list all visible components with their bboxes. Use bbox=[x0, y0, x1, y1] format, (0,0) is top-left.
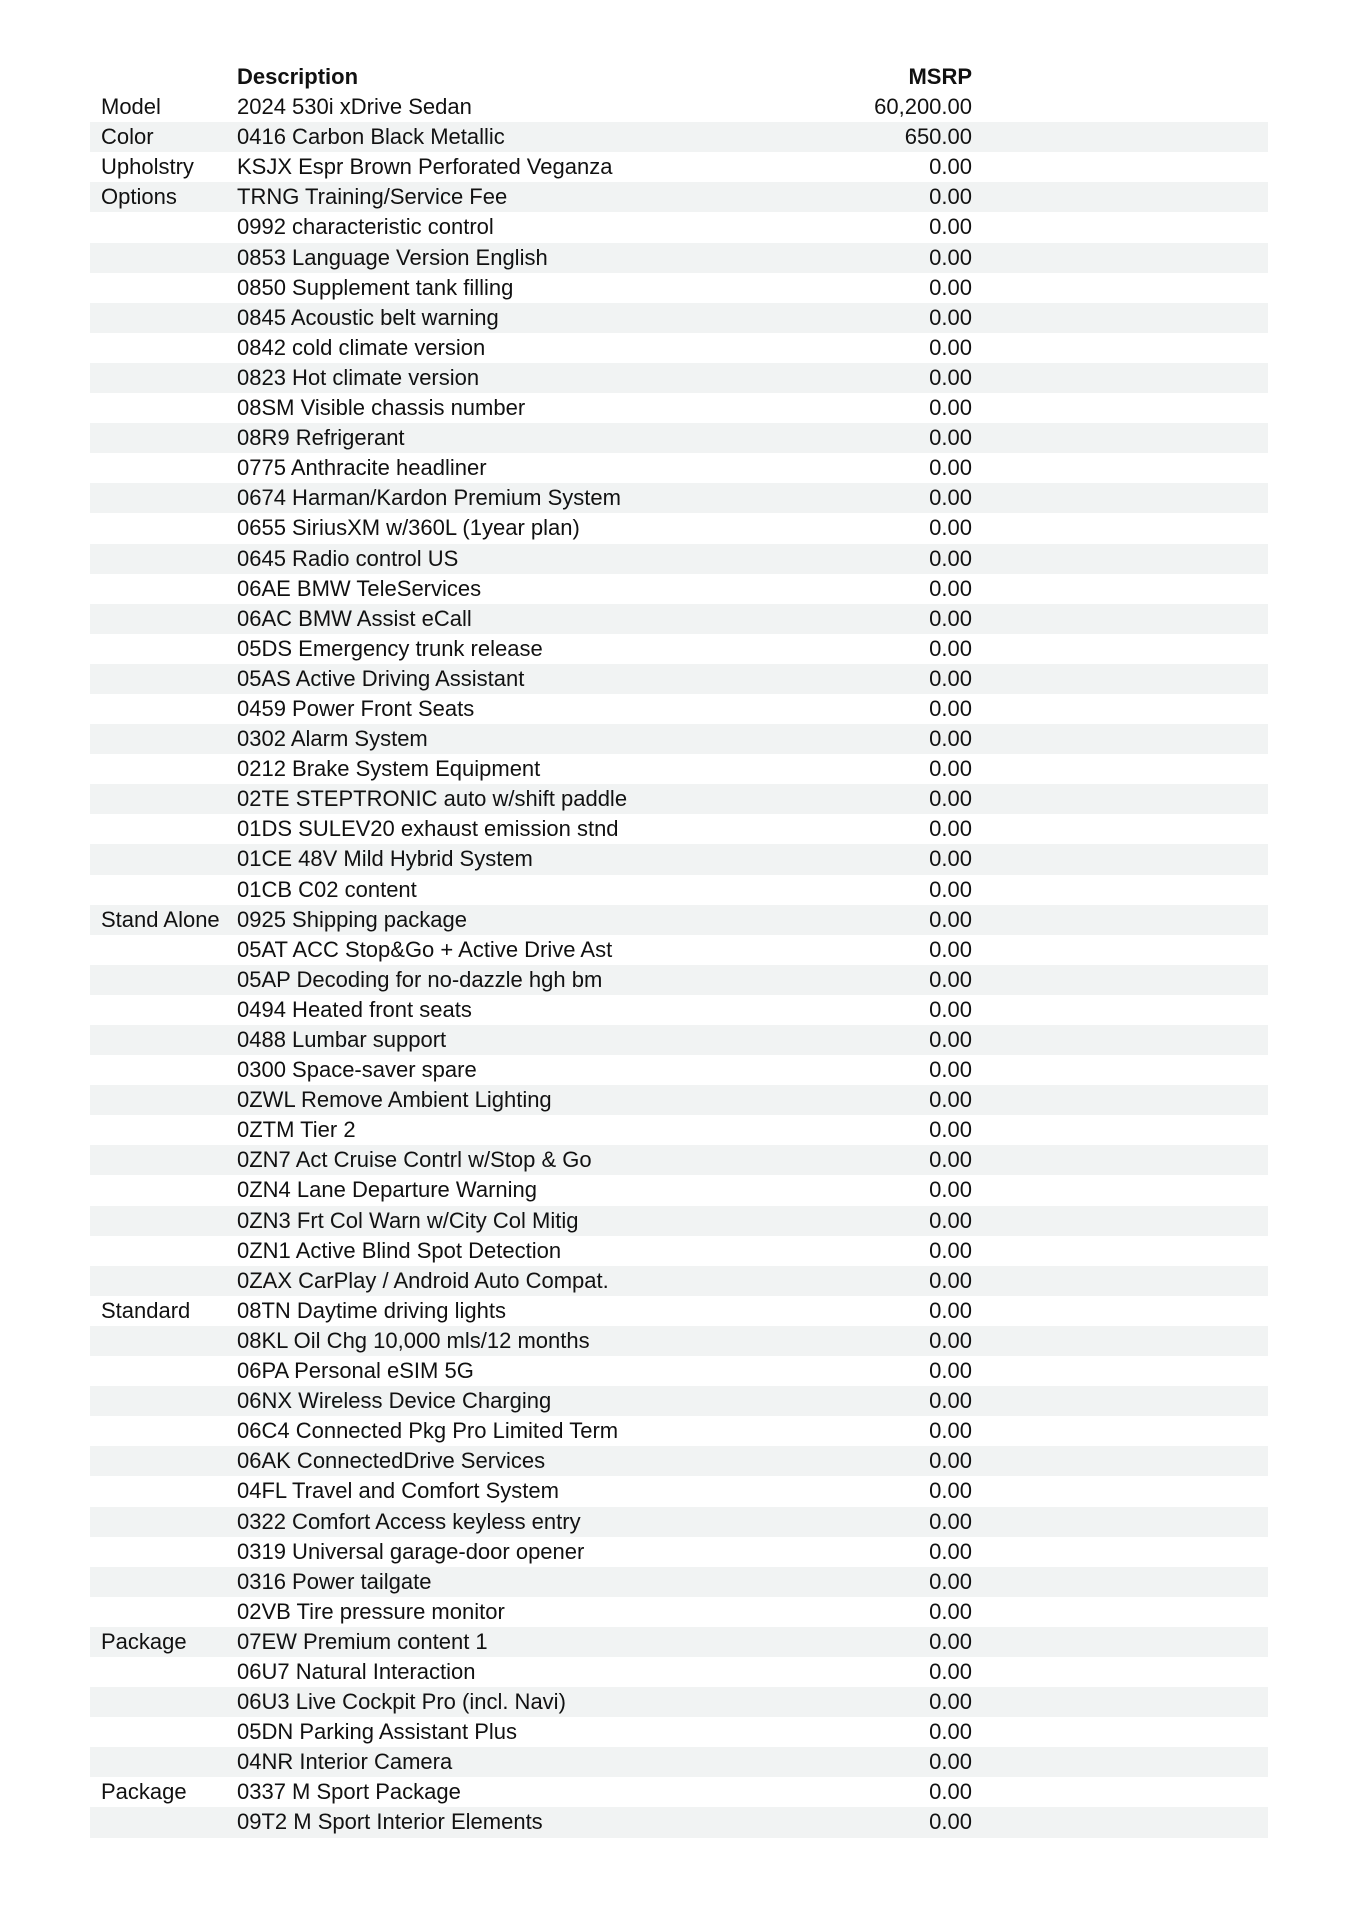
row-description: 06AC BMW Assist eCall bbox=[237, 605, 472, 631]
header-description: Description bbox=[237, 64, 359, 89]
table-row bbox=[90, 844, 1268, 874]
table-row bbox=[90, 1507, 1268, 1537]
row-description: 0488 Lumbar support bbox=[237, 1027, 447, 1052]
row-msrp: 0.00 bbox=[929, 1117, 972, 1143]
row-msrp: 60,200.00 bbox=[874, 94, 972, 120]
table-row bbox=[90, 875, 1268, 905]
row-msrp: 0.00 bbox=[929, 996, 972, 1022]
row-description: 0ZN7 Act Cruise Contrl w/Stop & Go bbox=[237, 1147, 592, 1173]
row-description: 0ZN4 Lane Departure Warning bbox=[237, 1177, 538, 1203]
row-description: 06U7 Natural Interaction bbox=[237, 1658, 476, 1684]
row-msrp: 0.00 bbox=[929, 1719, 972, 1745]
row-description: 06C4 Connected Pkg Pro Limited Term bbox=[237, 1418, 619, 1444]
table-row bbox=[90, 935, 1268, 965]
row-msrp: 0.00 bbox=[929, 425, 972, 451]
row-description: 0494 Heated front seats bbox=[237, 996, 472, 1022]
row-category: Color bbox=[101, 124, 154, 150]
table-row bbox=[90, 212, 1268, 242]
row-msrp: 0.00 bbox=[929, 1598, 972, 1624]
row-msrp: 0.00 bbox=[929, 515, 972, 541]
table-row bbox=[90, 1206, 1268, 1236]
price-sheet-table bbox=[90, 62, 1268, 1838]
row-description: 0842 cold climate version bbox=[237, 334, 486, 360]
row-msrp: 0.00 bbox=[929, 605, 972, 631]
table-row bbox=[90, 363, 1268, 393]
row-description: 0853 Language Version English bbox=[237, 244, 548, 270]
table-row bbox=[90, 1807, 1268, 1837]
table-row bbox=[90, 182, 1268, 212]
row-msrp: 0.00 bbox=[929, 184, 972, 210]
table-row bbox=[90, 1266, 1268, 1296]
table-row bbox=[90, 1687, 1268, 1717]
table-row bbox=[90, 1446, 1268, 1476]
row-description: 0322 Comfort Access keyless entry bbox=[237, 1508, 581, 1534]
row-description: 0416 Carbon Black Metallic bbox=[237, 124, 505, 150]
row-description: 05DS Emergency trunk release bbox=[237, 635, 543, 661]
row-msrp: 0.00 bbox=[929, 846, 972, 872]
row-description: 04NR Interior Camera bbox=[237, 1749, 453, 1775]
row-msrp: 0.00 bbox=[929, 936, 972, 962]
row-description: 04FL Travel and Comfort System bbox=[237, 1478, 559, 1504]
row-description: 06AE BMW TeleServices bbox=[237, 575, 482, 601]
row-msrp: 0.00 bbox=[929, 1628, 972, 1654]
table-row bbox=[90, 1296, 1268, 1326]
table-row bbox=[90, 1777, 1268, 1807]
row-msrp: 0.00 bbox=[929, 1809, 972, 1835]
row-category: Stand Alone bbox=[101, 906, 220, 932]
row-msrp: 0.00 bbox=[929, 334, 972, 360]
table-row bbox=[90, 905, 1268, 935]
table-row bbox=[90, 1747, 1268, 1777]
row-description: 0302 Alarm System bbox=[237, 726, 428, 752]
table-row bbox=[90, 965, 1268, 995]
table-row bbox=[90, 393, 1268, 423]
row-msrp: 0.00 bbox=[929, 1538, 972, 1564]
row-msrp: 0.00 bbox=[929, 545, 972, 571]
row-category: Standard bbox=[101, 1297, 191, 1323]
row-msrp: 0.00 bbox=[929, 665, 972, 691]
row-description: 0775 Anthracite headliner bbox=[237, 455, 487, 481]
table-header bbox=[90, 62, 1268, 92]
table-row bbox=[90, 814, 1268, 844]
row-description: 0337 M Sport Package bbox=[237, 1779, 461, 1805]
row-description: 0316 Power tailgate bbox=[237, 1568, 432, 1594]
row-msrp: 0.00 bbox=[929, 816, 972, 842]
table-row bbox=[90, 92, 1268, 122]
table-row bbox=[90, 1386, 1268, 1416]
row-description: 0655 SiriusXM w/360L (1year plan) bbox=[237, 515, 580, 541]
row-msrp: 0.00 bbox=[929, 876, 972, 902]
row-description: 06PA Personal eSIM 5G bbox=[237, 1358, 474, 1384]
table-row bbox=[90, 754, 1268, 784]
table-row bbox=[90, 1627, 1268, 1657]
row-description: 07EW Premium content 1 bbox=[237, 1628, 488, 1654]
row-msrp: 0.00 bbox=[929, 455, 972, 481]
header-msrp: MSRP bbox=[908, 64, 972, 89]
table-row bbox=[90, 634, 1268, 664]
row-msrp: 0.00 bbox=[929, 154, 972, 180]
table-body bbox=[90, 92, 1268, 1837]
row-msrp: 0.00 bbox=[929, 1448, 972, 1474]
row-msrp: 0.00 bbox=[929, 1689, 972, 1715]
row-description: 0850 Supplement tank filling bbox=[237, 274, 514, 300]
row-description: 2024 530i xDrive Sedan bbox=[237, 94, 472, 120]
row-msrp: 0.00 bbox=[929, 966, 972, 992]
row-msrp: 0.00 bbox=[929, 364, 972, 390]
table-row bbox=[90, 152, 1268, 182]
table-row bbox=[90, 724, 1268, 754]
table-row bbox=[90, 1537, 1268, 1567]
table-row bbox=[90, 574, 1268, 604]
row-description: 01CE 48V Mild Hybrid System bbox=[237, 846, 533, 872]
table-row bbox=[90, 1657, 1268, 1687]
row-msrp: 0.00 bbox=[929, 1388, 972, 1414]
table-row bbox=[90, 1145, 1268, 1175]
row-msrp: 0.00 bbox=[929, 635, 972, 661]
table-row bbox=[90, 1025, 1268, 1055]
row-category: Model bbox=[101, 94, 161, 120]
row-description: 08SM Visible chassis number bbox=[237, 395, 526, 421]
table-row bbox=[90, 303, 1268, 333]
row-msrp: 0.00 bbox=[929, 786, 972, 812]
row-description: 0674 Harman/Kardon Premium System bbox=[237, 485, 621, 511]
row-description: 0845 Acoustic belt warning bbox=[237, 304, 499, 330]
row-description: 01DS SULEV20 exhaust emission stnd bbox=[237, 816, 619, 842]
row-msrp: 0.00 bbox=[929, 304, 972, 330]
table-row bbox=[90, 1476, 1268, 1506]
table-row bbox=[90, 273, 1268, 303]
row-msrp: 0.00 bbox=[929, 575, 972, 601]
row-description: 0925 Shipping package bbox=[237, 906, 467, 932]
row-description: 0ZAX CarPlay / Android Auto Compat. bbox=[237, 1267, 609, 1293]
table-row bbox=[90, 995, 1268, 1025]
row-msrp: 0.00 bbox=[929, 1658, 972, 1684]
row-msrp: 0.00 bbox=[929, 756, 972, 782]
row-msrp: 0.00 bbox=[929, 1027, 972, 1052]
row-category: Options bbox=[101, 184, 177, 210]
table-row bbox=[90, 1416, 1268, 1446]
row-description: 06NX Wireless Device Charging bbox=[237, 1388, 552, 1414]
row-msrp: 0.00 bbox=[929, 1297, 972, 1323]
table-row bbox=[90, 1236, 1268, 1266]
table-row bbox=[90, 1326, 1268, 1356]
row-msrp: 0.00 bbox=[929, 1779, 972, 1805]
row-description: 02VB Tire pressure monitor bbox=[237, 1598, 505, 1624]
row-description: 0ZTM Tier 2 bbox=[237, 1117, 356, 1143]
row-description: KSJX Espr Brown Perforated Veganza bbox=[237, 154, 613, 180]
row-msrp: 0.00 bbox=[929, 485, 972, 511]
table-row bbox=[90, 483, 1268, 513]
row-msrp: 0.00 bbox=[929, 1237, 972, 1263]
row-msrp: 0.00 bbox=[929, 1267, 972, 1293]
row-msrp: 0.00 bbox=[929, 1177, 972, 1203]
table-row bbox=[90, 544, 1268, 574]
table-row bbox=[90, 423, 1268, 453]
row-msrp: 650.00 bbox=[904, 124, 972, 150]
row-description: 0ZWL Remove Ambient Lighting bbox=[237, 1087, 552, 1113]
table-row bbox=[90, 243, 1268, 273]
row-description: 0ZN1 Active Blind Spot Detection bbox=[237, 1237, 562, 1263]
row-msrp: 0.00 bbox=[929, 1568, 972, 1594]
table-row bbox=[90, 694, 1268, 724]
row-description: 08R9 Refrigerant bbox=[237, 425, 405, 451]
row-msrp: 0.00 bbox=[929, 726, 972, 752]
row-description: 0992 characteristic control bbox=[237, 214, 494, 240]
row-description: 06U3 Live Cockpit Pro (incl. Navi) bbox=[237, 1689, 566, 1715]
row-description: 05AT ACC Stop&Go + Active Drive Ast bbox=[237, 936, 613, 962]
row-description: 05AS Active Driving Assistant bbox=[237, 665, 525, 691]
row-description: 08TN Daytime driving lights bbox=[237, 1297, 506, 1323]
row-msrp: 0.00 bbox=[929, 695, 972, 721]
row-description: 0300 Space-saver spare bbox=[237, 1057, 477, 1083]
table-row bbox=[90, 1717, 1268, 1747]
row-msrp: 0.00 bbox=[929, 1358, 972, 1384]
row-msrp: 0.00 bbox=[929, 244, 972, 270]
table-row bbox=[90, 333, 1268, 363]
row-category: Package bbox=[101, 1628, 187, 1654]
row-msrp: 0.00 bbox=[929, 1057, 972, 1083]
table-row bbox=[90, 604, 1268, 634]
row-msrp: 0.00 bbox=[929, 906, 972, 932]
row-description: 09T2 M Sport Interior Elements bbox=[237, 1809, 543, 1835]
row-description: 02TE STEPTRONIC auto w/shift paddle bbox=[237, 786, 628, 812]
row-msrp: 0.00 bbox=[929, 274, 972, 300]
row-description: 05AP Decoding for no-dazzle hgh bm bbox=[237, 966, 603, 992]
row-msrp: 0.00 bbox=[929, 214, 972, 240]
row-msrp: 0.00 bbox=[929, 1749, 972, 1775]
row-msrp: 0.00 bbox=[929, 1087, 972, 1113]
row-description: 0645 Radio control US bbox=[237, 545, 459, 571]
table-row bbox=[90, 664, 1268, 694]
row-description: 0319 Universal garage-door opener bbox=[237, 1538, 585, 1564]
table-row bbox=[90, 1597, 1268, 1627]
table-row bbox=[90, 1356, 1268, 1386]
table-row bbox=[90, 513, 1268, 543]
table-row bbox=[90, 1567, 1268, 1597]
table-row bbox=[90, 453, 1268, 483]
table-row bbox=[90, 1175, 1268, 1205]
row-msrp: 0.00 bbox=[929, 1207, 972, 1233]
row-description: 08KL Oil Chg 10,000 mls/12 months bbox=[237, 1327, 590, 1353]
table-row bbox=[90, 784, 1268, 814]
row-category: Upholstry bbox=[101, 154, 194, 180]
table-row bbox=[90, 1115, 1268, 1145]
row-msrp: 0.00 bbox=[929, 1147, 972, 1173]
table-row bbox=[90, 1085, 1268, 1115]
row-description: 01CB C02 content bbox=[237, 876, 417, 902]
table-row bbox=[90, 122, 1268, 152]
row-msrp: 0.00 bbox=[929, 1508, 972, 1534]
row-description: 0823 Hot climate version bbox=[237, 364, 480, 390]
row-description: TRNG Training/Service Fee bbox=[237, 184, 508, 210]
row-msrp: 0.00 bbox=[929, 1327, 972, 1353]
row-msrp: 0.00 bbox=[929, 395, 972, 421]
row-category: Package bbox=[101, 1779, 187, 1805]
table-row bbox=[90, 1055, 1268, 1085]
row-description: 0459 Power Front Seats bbox=[237, 695, 475, 721]
row-description: 0ZN3 Frt Col Warn w/City Col Mitig bbox=[237, 1207, 579, 1233]
row-msrp: 0.00 bbox=[929, 1418, 972, 1444]
row-description: 0212 Brake System Equipment bbox=[237, 756, 541, 782]
row-description: 05DN Parking Assistant Plus bbox=[237, 1719, 518, 1745]
row-description: 06AK ConnectedDrive Services bbox=[237, 1448, 546, 1474]
row-msrp: 0.00 bbox=[929, 1478, 972, 1504]
